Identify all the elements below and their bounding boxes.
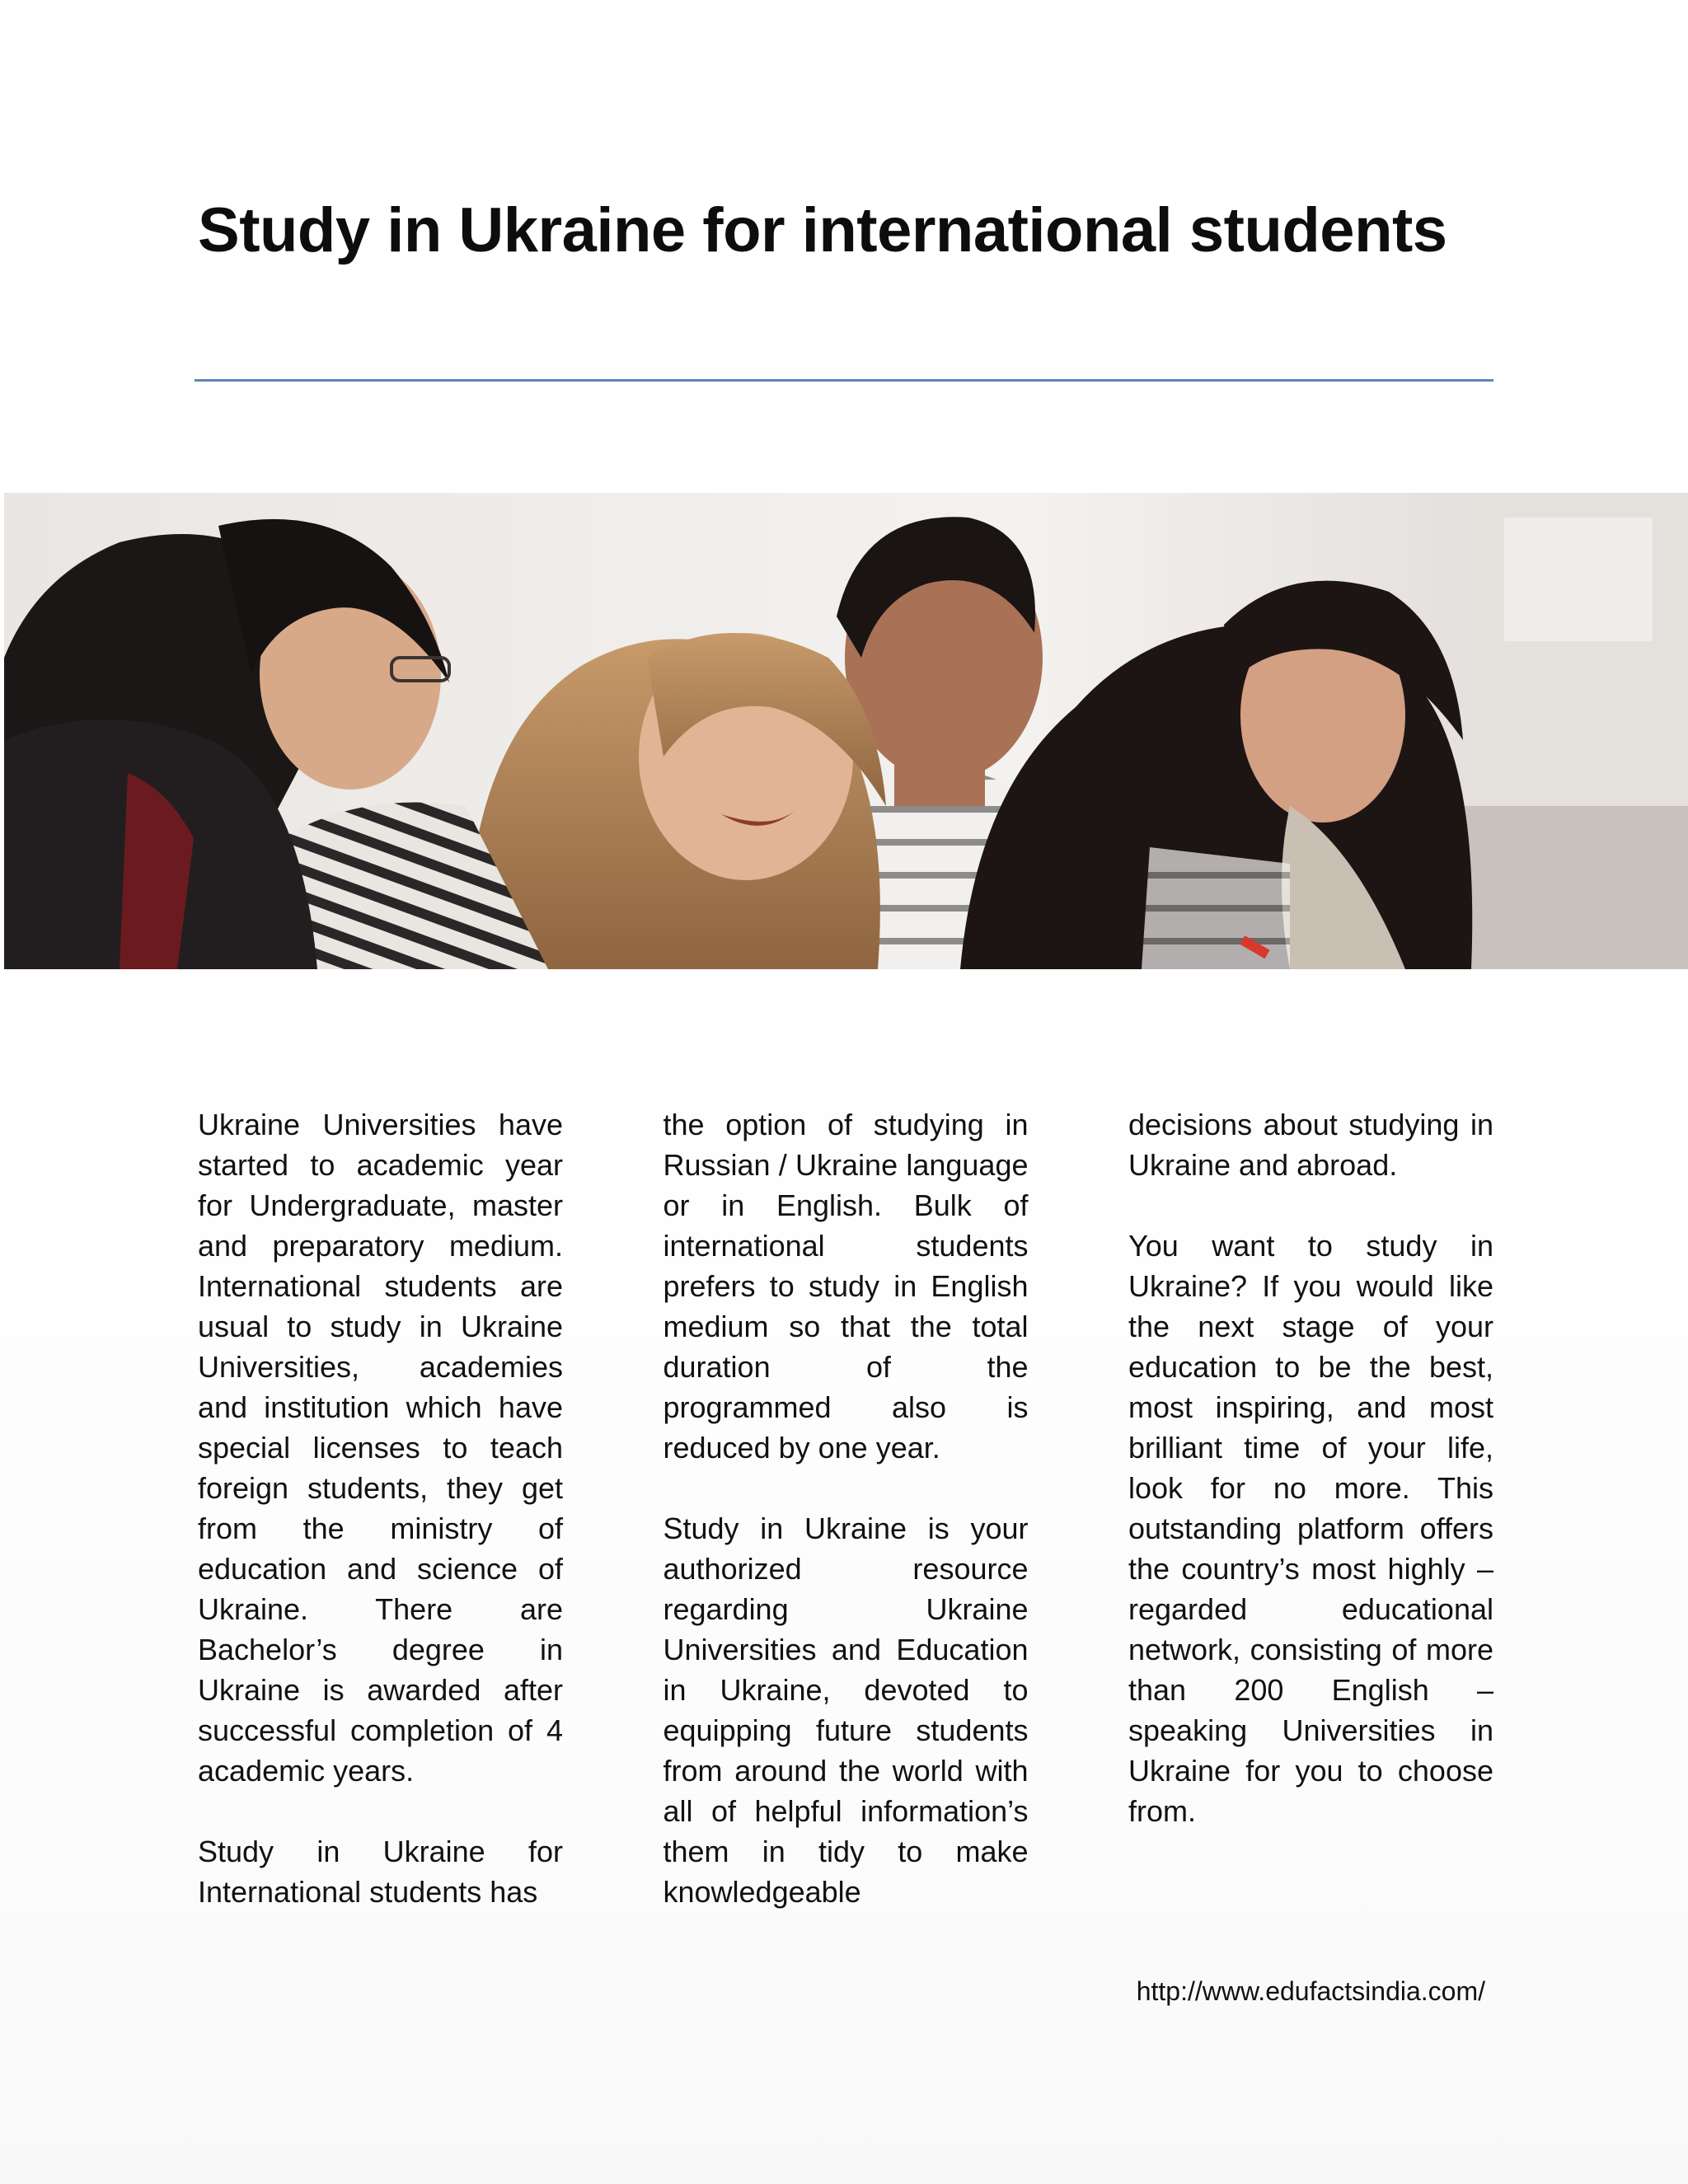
footer-url-link[interactable]: http://www.edufactsindia.com/ <box>1136 1976 1485 2006</box>
hero-photo <box>4 493 1688 969</box>
title-divider <box>195 379 1493 382</box>
paragraph: You want to study in Ukraine? If you would like the next stage of your education to be the best, most inspiring, and most brilliant time of your life, look for no more. This outstanding platform offers the country’s most highly – regarded educational network, consisting of more than 200 English – speaking Universities in Ukraine for you to choose from. <box>1128 1229 1493 1828</box>
article-columns <box>198 1104 1493 1929</box>
column-right <box>1128 1104 1493 1929</box>
column-middle <box>663 1104 1029 1929</box>
paragraph: the option of studying in Russian / Ukraine language or in English. Bulk of international students prefers to study in English medium so that the total duration of the programmed also is reduced by one year. <box>663 1108 1029 1465</box>
paragraph: Study in Ukraine is your authorized resource regarding Ukraine Universities and Education in Ukraine, devoted to equipping future students from around the world with all of helpful information’s them in tidy to make knowledgeable <box>663 1511 1029 1909</box>
paragraph: Ukraine Universities have started to academic year for Undergraduate, master and preparatory medium. International students are usual to study in Ukraine Universities, academies and institution which have special licenses to teach foreign students, they get from the ministry of education and science of Ukraine. There are Bachelor’s degree in Ukraine is awarded after successful completion of 4 academic years. <box>198 1108 563 1788</box>
students-photo-illustration <box>4 493 1688 969</box>
paragraph: Study in Ukraine for International students has <box>198 1835 563 1909</box>
page-title: Study in Ukraine for international students <box>198 195 1447 265</box>
paragraph: decisions about studying in Ukraine and abroad. <box>1128 1108 1493 1182</box>
column-left <box>198 1104 563 1929</box>
